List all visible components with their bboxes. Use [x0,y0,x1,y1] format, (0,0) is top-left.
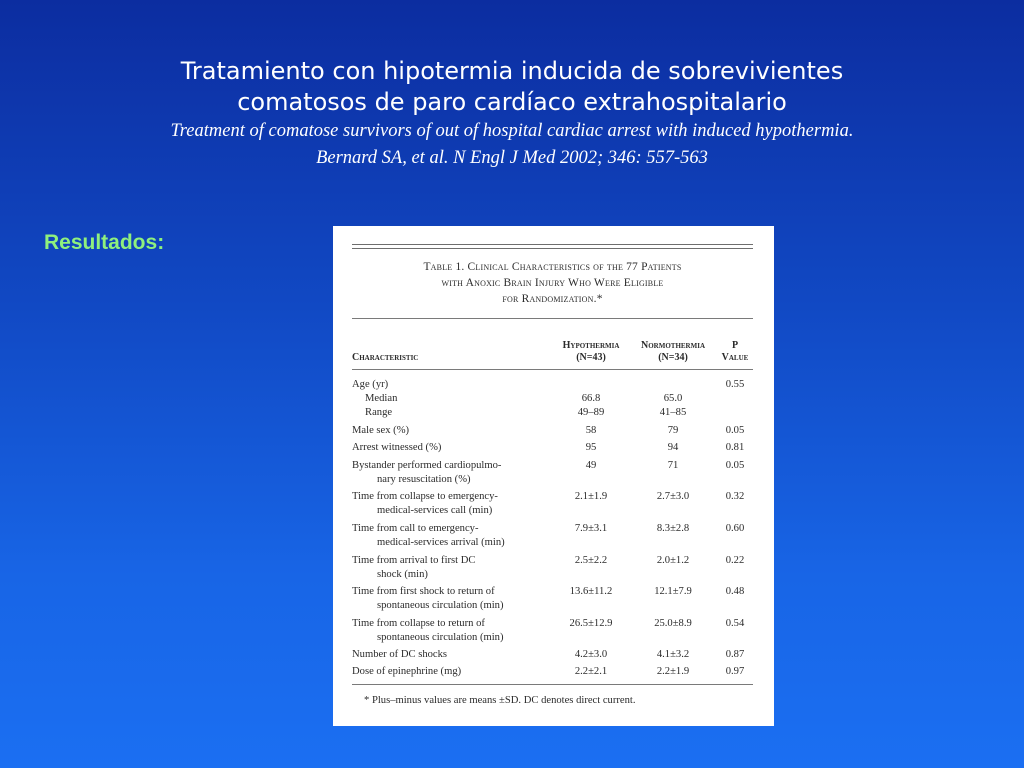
table-header-bottom-rule [352,369,753,370]
cell-hyp-bystander-cpr: 49 [585,460,597,471]
cell-hyp-male-sex: 58 [585,425,597,436]
cell-hyp-median: 66.8 [581,393,601,404]
row-label-median: Median [365,393,398,404]
cell-p-epinephrine: 0.97 [725,666,745,677]
cell-p-arrival-to-shock: 0.22 [725,555,745,566]
table-footnote: * Plus–minus values are means ±SD. DC denotes direct current. [364,695,636,706]
cell-norm-shock-to-rosc: 12.1±7.9 [654,586,692,597]
slide-title-line-2: comatosos de paro cardíaco extrahospitalario [237,88,787,116]
cell-norm-range: 41–85 [659,407,687,418]
cell-norm-collapse-to-call: 2.7±3.0 [656,491,690,502]
cell-p-call-to-arrival: 0.60 [725,523,745,534]
row-label-shock-to-rosc-cont: spontaneous circulation (min) [377,600,504,611]
header-hypothermia-n: (N=43) [576,352,606,363]
row-label-shock-to-rosc: Time from first shock to return of [352,586,495,597]
row-label-dc-shocks: Number of DC shocks [352,649,448,660]
slide-title-block [0,56,1024,172]
row-label-epinephrine: Dose of epinephrine (mg) [352,666,462,677]
cell-hyp-collapse-to-rosc: 26.5±12.9 [569,618,613,629]
cell-hyp-dc-shocks: 4.2±3.0 [574,649,608,660]
row-label-arrival-to-shock: Time from arrival to first DC [352,555,476,566]
cell-hyp-arrest-witnessed: 95 [585,442,597,453]
cell-p-collapse-to-rosc: 0.54 [725,618,745,629]
cell-p-age: 0.55 [725,379,745,390]
cell-hyp-range: 49–89 [577,407,605,418]
results-label: Resultados: [44,231,165,254]
table-caption-line-3: for Randomization.* [502,293,603,305]
cell-norm-male-sex: 79 [667,425,679,436]
cell-hyp-epinephrine: 2.2±2.1 [574,666,608,677]
clinical-characteristics-table [333,226,774,726]
header-p-value [713,340,757,364]
table-caption [352,259,753,307]
header-p-label: P [731,340,739,351]
cell-norm-arrival-to-shock: 2.0±1.2 [656,555,690,566]
row-label-bystander-cpr: Bystander performed cardiopulmo- [352,460,502,471]
cell-hyp-shock-to-rosc: 13.6±11.2 [569,586,613,597]
row-label-bystander-cpr-cont: nary resuscitation (%) [377,474,471,485]
row-label-arrival-to-shock-cont: shock (min) [377,569,428,580]
row-label-collapse-to-call-cont: medical-services call (min) [377,505,493,516]
row-label-age: Age (yr) [352,379,389,390]
cell-p-dc-shocks: 0.87 [725,649,745,660]
cell-p-bystander-cpr: 0.05 [725,460,745,471]
slide-title-line-1: Tratamiento con hipotermia inducida de sobrevivientes [180,57,844,85]
cell-p-collapse-to-call: 0.32 [725,491,745,502]
row-label-call-to-arrival-cont: medical-services arrival (min) [377,537,505,548]
cell-hyp-call-to-arrival: 7.9±3.1 [574,523,608,534]
table-bottom-rule [352,684,753,685]
table-caption-line-2: with Anoxic Brain Injury Who Were Eligible [441,277,664,289]
header-normothermia-label: Normothermia [641,340,705,351]
row-label-collapse-to-rosc: Time from collapse to return of [352,618,485,629]
cell-hyp-arrival-to-shock: 2.5±2.2 [574,555,608,566]
row-label-range: Range [365,407,393,418]
row-label-male-sex: Male sex (%) [352,425,410,436]
cell-p-shock-to-rosc: 0.48 [725,586,745,597]
table-top-rule-1 [352,244,753,245]
table-top-rule-2 [352,248,753,249]
cell-p-arrest-witnessed: 0.81 [725,442,745,453]
citation-reference: Bernard SA, et al. N Engl J Med 2002; 346: 557-563 [316,148,708,168]
table-header-top-rule [352,318,753,319]
header-value-label: Value [721,352,749,363]
cell-norm-bystander-cpr: 71 [667,460,679,471]
cell-p-male-sex: 0.05 [725,425,745,436]
row-label-collapse-to-call: Time from collapse to emergency- [352,491,498,502]
header-normothermia-n: (N=34) [658,352,688,363]
cell-norm-collapse-to-rosc: 25.0±8.9 [654,618,692,629]
header-hypothermia [551,340,631,364]
header-normothermia [630,340,716,364]
cell-norm-arrest-witnessed: 94 [667,442,679,453]
row-label-call-to-arrival: Time from call to emergency- [352,523,479,534]
header-characteristic: Characteristic [352,352,419,363]
citation-title: Treatment of comatose survivors of out of hospital cardiac arrest with induced hypothermia. [170,121,854,141]
cell-norm-median: 65.0 [663,393,683,404]
table-caption-line-1: Table 1. Clinical Characteristics of the 77 Patients [423,261,682,273]
cell-norm-call-to-arrival: 8.3±2.8 [656,523,690,534]
cell-norm-epinephrine: 2.2±1.9 [656,666,690,677]
row-label-collapse-to-rosc-cont: spontaneous circulation (min) [377,632,504,643]
cell-hyp-collapse-to-call: 2.1±1.9 [574,491,608,502]
header-hypothermia-label: Hypothermia [562,340,620,351]
cell-norm-dc-shocks: 4.1±3.2 [656,649,690,660]
row-label-arrest-witnessed: Arrest witnessed (%) [352,442,442,453]
